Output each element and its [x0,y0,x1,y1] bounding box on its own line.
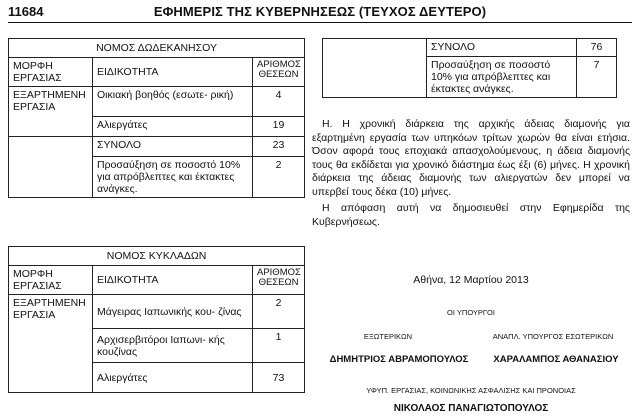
count-cell: 73 [253,363,305,393]
col-header-specialty: ΕΙΔΙΚΟΤΗΤΑ [93,266,253,295]
table-title: ΝΟΜΟΣ ΚΥΚΛΑΔΩΝ [9,247,305,266]
empty-cell [323,39,427,98]
continued-table [322,38,617,98]
specialty-cell: Αλιεργάτες [93,117,253,137]
empty-cell [9,157,93,198]
count-cell: 7 [577,57,617,98]
paragraph-h: Η. Η χρονική διάρκεια της αρχικής άδειας διαμονής για εξαρτημένη εργασία των υπηκόων τρίτων χωρών θα είναι ετήσια. Όσον αφορά τους εποχιακά απασχολούμενους, η άδεια διαμονής τους θα εκδίδεται για χρονικό διάστημα έως έξι (6) μήνες. Η χρονική διάρκεια της άδειας διαμονής των αλιεργατών δεν μπορεί να υπερβεί τους δέκα (10) μήνες. [312,118,630,198]
count-cell: 2 [253,295,305,329]
count-cell: 76 [577,39,617,57]
table-row [9,137,305,157]
role-deputy-interior: ΑΝΑΠΛ. ΥΠΟΥΡΓΟΣ ΕΣΩΤΕΡΙΚΩΝ [492,332,614,341]
col-header-form: ΜΟΡΦΗ ΕΡΓΑΣΙΑΣ [9,266,93,295]
specialty-cell: Προσαύξηση σε ποσοστό 10% για απρόβλεπτες και έκτακτες ανάγκες. [93,157,253,198]
role-labour: ΥΦΥΠ. ΕΡΓΑΣΙΑΣ, ΚΟΙΝΩΝΙΚΗΣ ΑΣΦΑΛΙΣΗΣ ΚΑΙ ΠΡΟΝΟΙΑΣ [366,386,576,395]
count-cell: 19 [253,117,305,137]
count-cell: 2 [253,157,305,198]
col-header-specialty: ΕΙΔΙΚΟΤΗΤΑ [93,58,253,87]
paragraph-publish: Η απόφαση αυτή να δημοσιευθεί στην Εφημερίδα της Κυβερνήσεως. [312,202,630,228]
table-row [9,157,305,198]
journal-title: ΕΦΗΜΕΡΙΣ ΤΗΣ ΚΥΒΕΡΝΗΣΕΩΣ (ΤΕΥΧΟΣ ΔΕΥΤΕΡΟ) [153,4,487,19]
specialty-cell: Οικιακή βοηθός (εσωτε- ρική) [93,87,253,117]
specialty-cell: Προσαύξηση σε ποσοστό 10% για απρόβλεπτες και έκτακτες ανάγκες. [427,57,577,98]
col-header-count: ΑΡΙΘΜΟΣ ΘΕΣΕΩΝ [253,58,305,87]
name-labour-minister: ΝΙΚΟΛΑΟΣ ΠΑΝΑΓΙΩΤΟΠΟΥΛΟΣ [393,403,549,414]
name-deputy-minister: ΧΑΡΑΛΑΜΠΟΣ ΑΘΑΝΑΣΙΟΥ [493,354,619,365]
cyclades-table [8,246,305,393]
table-row [323,39,617,57]
ministers-heading: ΟΙ ΥΠΟΥΡΓΟΙ [447,308,495,317]
specialty-cell: Αρχισερβιτόροι Ιαπωνι- κής κουζίνας [93,329,253,363]
count-cell: 1 [253,329,305,363]
specialty-cell: Αλιεργάτες [93,363,253,393]
specialty-cell: ΣΥΝΟΛΟ [93,137,253,157]
page-number: 11684 [8,4,44,19]
col-header-count: ΑΡΙΘΜΟΣ ΘΕΣΕΩΝ [253,266,305,295]
count-cell: 4 [253,87,305,117]
table-row [9,295,305,329]
form-cell: ΕΞΑΡΤΗΜΕΝΗ ΕΡΓΑΣΙΑ [9,87,93,137]
body-text [312,118,630,229]
specialty-cell: ΣΥΝΟΛΟ [427,39,577,57]
table-title: ΝΟΜΟΣ ΔΩΔΕΚΑΝΗΣΟΥ [9,39,305,58]
date-line: Αθήνα, 12 Μαρτίου 2013 [413,274,529,286]
role-foreign: ΕΞΩΤΕΡΙΚΩΝ [363,332,413,341]
table-caption-row [9,247,305,266]
table-caption-row [9,39,305,58]
empty-cell [9,137,93,157]
header-rule [8,22,632,23]
table-header-row [9,266,305,295]
dodecanese-table [8,38,305,198]
page-header [8,4,632,22]
name-foreign-minister: ΔΗΜΗΤΡΙΟΣ ΑΒΡΑΜΟΠΟΥΛΟΣ [329,354,469,365]
count-cell: 23 [253,137,305,157]
specialty-cell: Μάγειρας Ιαπωνικής κου- ζίνας [93,295,253,329]
table-row [9,87,305,117]
table-header-row [9,58,305,87]
form-cell: ΕΞΑΡΤΗΜΕΝΗ ΕΡΓΑΣΙΑ [9,295,93,393]
col-header-form: ΜΟΡΦΗ ΕΡΓΑΣΙΑΣ [9,58,93,87]
